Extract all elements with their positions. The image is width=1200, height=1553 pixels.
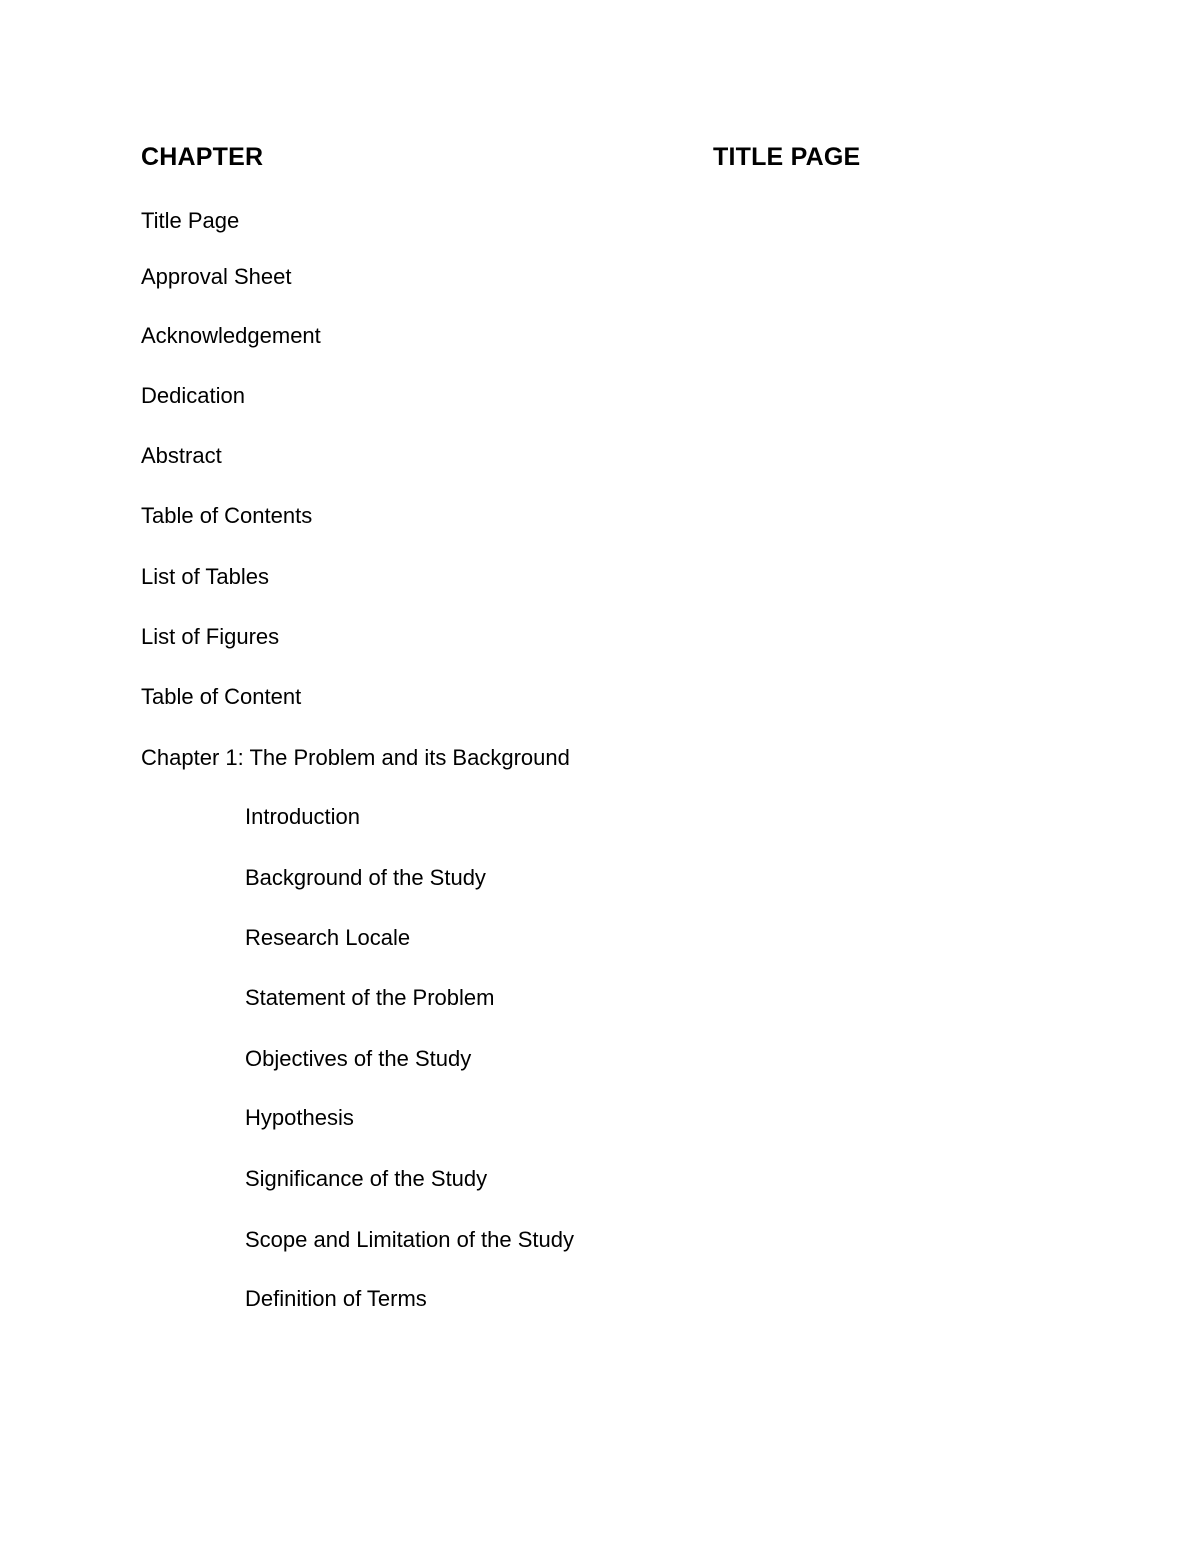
outline-list xyxy=(141,206,574,1314)
outline-item-list-of-figures: List of Figures xyxy=(141,624,280,649)
outline-subitem-definition-of-terms: Definition of Terms xyxy=(245,1286,427,1311)
outline-item-list-of-tables: List of Tables xyxy=(141,564,270,589)
outline-item-approval-sheet: Approval Sheet xyxy=(141,264,292,289)
title-page-heading: TITLE PAGE xyxy=(713,143,861,171)
outline-item-table-of-contents: Table of Contents xyxy=(141,503,313,528)
outline-item-chapter-1: Chapter 1: The Problem and its Background xyxy=(141,745,570,770)
outline-subitem-background: Background of the Study xyxy=(245,865,486,890)
outline-subitem-hypothesis: Hypothesis xyxy=(245,1105,354,1130)
outline-item-title-page: Title Page xyxy=(141,208,240,233)
outline-subitem-research-locale: Research Locale xyxy=(245,925,411,950)
outline-subitem-statement-of-problem: Statement of the Problem xyxy=(245,985,495,1010)
chapter-heading: CHAPTER xyxy=(141,143,264,171)
outline-subitem-introduction: Introduction xyxy=(245,804,360,829)
outline-item-abstract: Abstract xyxy=(141,443,222,468)
outline-item-dedication: Dedication xyxy=(141,383,245,408)
outline-subitem-scope-limitation: Scope and Limitation of the Study xyxy=(245,1227,574,1252)
outline-subitem-objectives: Objectives of the Study xyxy=(245,1046,472,1071)
outline-item-acknowledgement: Acknowledgement xyxy=(141,323,321,348)
outline-subitem-significance: Significance of the Study xyxy=(245,1166,488,1191)
outline-item-table-of-content: Table of Content xyxy=(141,684,302,709)
